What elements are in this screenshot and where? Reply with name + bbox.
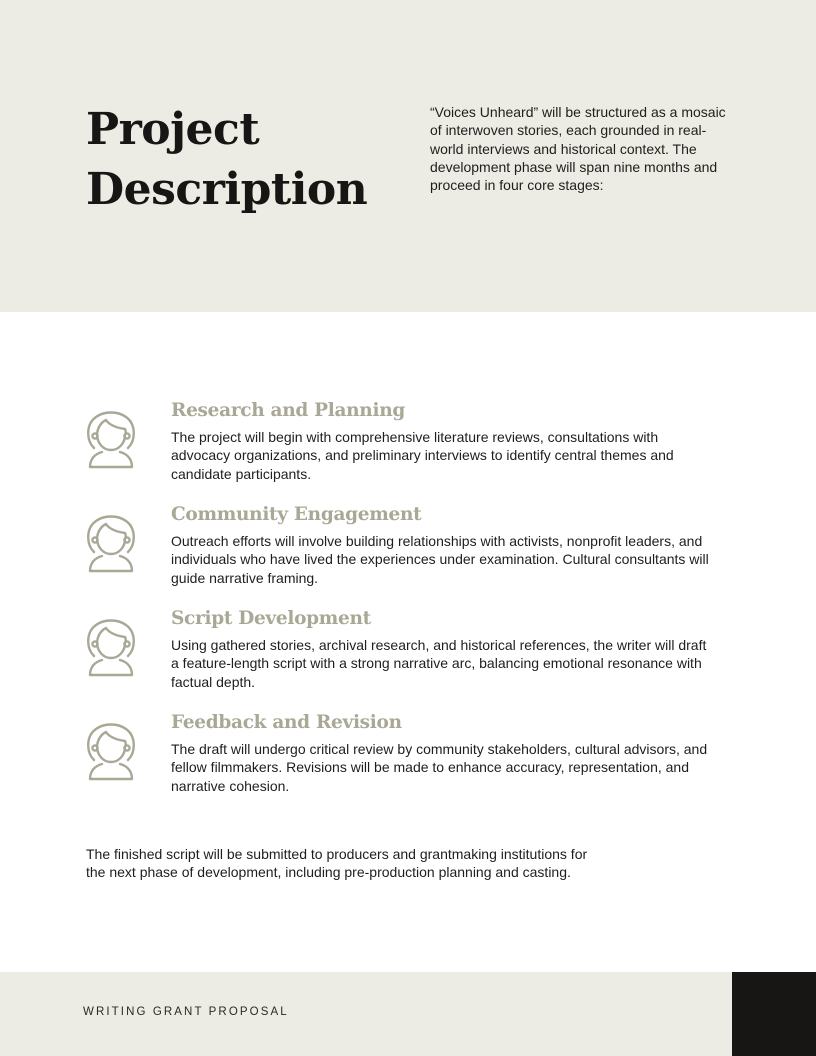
person-avatar-icon xyxy=(84,410,138,470)
stage-script-development xyxy=(84,606,724,710)
stage-body xyxy=(171,398,711,483)
closing-paragraph: The finished script will be submitted to producers and grantmaking institutions for the next phase of development, including pre-production planning and casting. xyxy=(86,846,588,881)
stage-title: Feedback and Revision xyxy=(171,712,402,733)
intro-paragraph: “Voices Unheard” will be structured as a mosaic of interwoven stories, each grounded in real-world interviews and historical context. The development phase will span nine months and proceed in four core stages: xyxy=(430,104,726,194)
stages-list xyxy=(84,398,724,814)
stage-description: The project will begin with comprehensive literature reviews, consultations with advocacy organizations, and preliminary interviews to identify central themes and candidate participants. xyxy=(171,429,674,482)
stage-research-and-planning xyxy=(84,398,724,502)
stage-title: Script Development xyxy=(171,608,371,629)
person-avatar-icon xyxy=(84,722,138,782)
stage-feedback-and-revision xyxy=(84,710,724,814)
stage-description: The draft will undergo critical review by community stakeholders, cultural advisors, and fellow filmmakers. Revisions will be made to enhance accuracy, representation, and narrative cohesion. xyxy=(171,741,708,794)
person-avatar-icon xyxy=(84,514,138,574)
stage-description: Outreach efforts will involve building relationships with activists, nonprofit leaders, and individuals who have lived the experiences under examination. Cultural consultants will guide narrative framing. xyxy=(171,533,709,586)
stage-title: Community Engagement xyxy=(171,504,422,525)
stage-body xyxy=(171,606,711,691)
stage-community-engagement xyxy=(84,502,724,606)
footer-label: WRITING GRANT PROPOSAL xyxy=(83,1006,289,1018)
footer-dark-block xyxy=(732,972,816,1056)
stage-description: Using gathered stories, archival research, and historical references, the writer will draft a feature-length script with a strong narrative arc, balancing emotional resonance with factual depth. xyxy=(171,637,707,690)
person-avatar-icon xyxy=(84,618,138,678)
page-title: Project Description xyxy=(86,104,368,215)
stage-title: Research and Planning xyxy=(171,400,405,421)
stage-body xyxy=(171,502,711,587)
stage-body xyxy=(171,710,711,795)
